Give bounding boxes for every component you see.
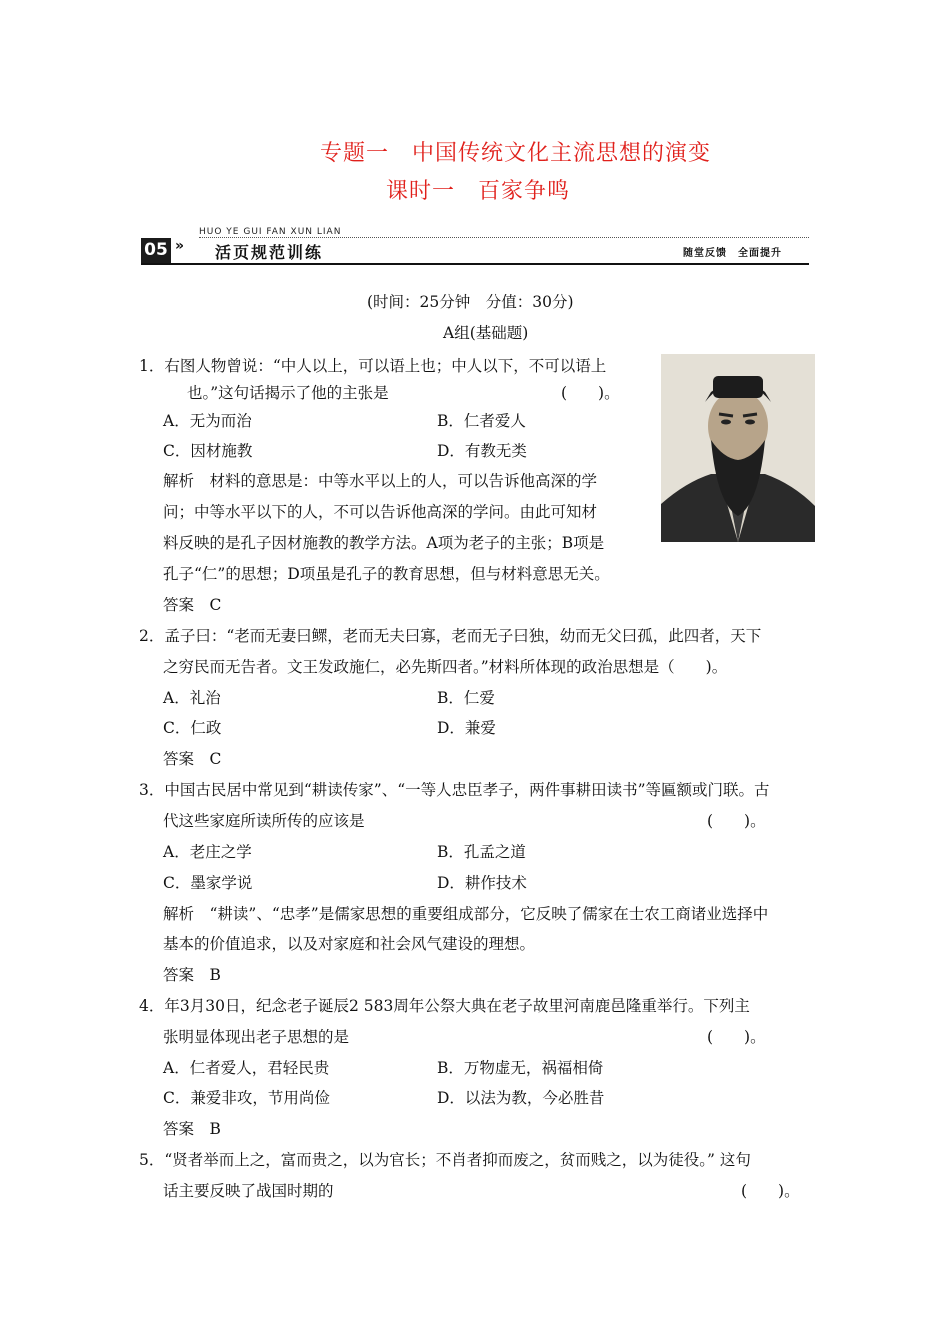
- banner-dotted-line: [199, 237, 809, 238]
- q3-stem-line2: 代这些家庭所读所传的应该是: [163, 812, 365, 830]
- q4-option-a: A．仁者爱人，君轻民贵: [163, 1059, 330, 1077]
- q5-answer-blank: ( )。: [741, 1182, 800, 1200]
- q1-answer-blank: ( )。: [561, 384, 620, 402]
- q3-answer: 答案 B: [163, 966, 221, 984]
- q1-option-a: A．无为而治: [163, 412, 252, 430]
- page-subtitle: 课时一 百家争鸣: [386, 179, 571, 204]
- q4-option-b: B．万物虚无，祸福相倚: [437, 1059, 604, 1077]
- q1-answer: 答案 C: [163, 596, 222, 614]
- q1-explanation-line3: 料反映的是孔子因材施教的教学方法。A项为老子的主张；B项是: [163, 534, 605, 552]
- q5-stem-line2: 话主要反映了战国时期的: [163, 1182, 334, 1200]
- q1-explanation-line1: 解析 材料的意思是：中等水平以上的人，可以告诉他高深的学: [163, 472, 598, 490]
- banner-title: 活页规范训练: [215, 243, 324, 262]
- time-score-info: (时间：25分钟 分值：30分): [367, 293, 574, 311]
- q3-explanation-line2: 基本的价值追求，以及对家庭和社会风气建设的理想。: [163, 935, 536, 953]
- q2-option-b: B．仁爱: [437, 689, 495, 707]
- q1-stem-line1: 1．右图人物曾说：“中人以上，可以语上也；中人以下，不可以语上: [139, 357, 607, 375]
- q4-option-d: D．以法为教，今必胜昔: [437, 1089, 605, 1107]
- q2-stem-line2: 之穷民而无告者。文王发政施仁，必先斯四者。”材料所体现的政治思想是（ )。: [163, 658, 728, 676]
- q3-option-c: C．墨家学说: [163, 874, 253, 892]
- q4-stem-line1: 4．年3月30日，纪念老子诞辰2 583周年公祭大典在老子故里河南鹿邑隆重举行。下列主: [139, 997, 750, 1015]
- q5-stem-line1: 5．“贤者举而上之，富而贵之，以为官长；不肖者抑而废之，贫而贱之，以为徒役。” 这句: [139, 1151, 751, 1169]
- q1-stem-line2: 也。”这句话揭示了他的主张是: [187, 384, 389, 402]
- banner-pinyin: HUO YE GUI FAN XUN LIAN: [199, 227, 342, 237]
- confucius-portrait-image: [661, 354, 815, 542]
- q1-option-c: C．因材施教: [163, 442, 253, 460]
- q4-option-c: C．兼爱非攻，节用尚俭: [163, 1089, 330, 1107]
- q3-option-a: A．老庄之学: [163, 843, 252, 861]
- q4-answer-blank: ( )。: [707, 1028, 766, 1046]
- q3-option-b: B．孔孟之道: [437, 843, 526, 861]
- q3-option-d: D．耕作技术: [437, 874, 527, 892]
- q2-stem-line1: 2．孟子曰：“老而无妻曰鳏，老而无夫曰寡，老而无子曰独，幼而无父曰孤，此四者，天下: [139, 627, 762, 645]
- q2-answer: 答案 C: [163, 750, 222, 768]
- q1-explanation-line4: 孔子“仁”的思想；D项虽是孔子的教育思想，但与材料意思无关。: [163, 565, 610, 583]
- q2-option-d: D．兼爱: [437, 719, 496, 737]
- q4-stem-line2: 张明显体现出老子思想的是: [163, 1028, 350, 1046]
- q1-explanation-line2: 问；中等水平以下的人，不可以告诉他高深的学问。由此可知材: [163, 503, 598, 521]
- q2-option-a: A．礼治: [163, 689, 221, 707]
- group-heading: A组(基础题): [443, 324, 529, 342]
- banner-rule: [141, 263, 809, 265]
- q3-explanation-line1: 解析 “耕读”、“忠孝”是儒家思想的重要组成部分，它反映了儒家在士农工商诸业选择中: [163, 905, 769, 923]
- banner-slogan: 随堂反馈 全面提升: [683, 248, 782, 259]
- banner-arrow-icon: »: [175, 238, 185, 254]
- q4-answer: 答案 B: [163, 1120, 221, 1138]
- q1-option-d: D．有教无类: [437, 442, 527, 460]
- q1-option-b: B．仁者爱人: [437, 412, 526, 430]
- q3-stem-line1: 3．中国古民居中常见到“耕读传家”、“一等人忠臣孝子，两件事耕田读书”等匾额或门联。古: [139, 781, 770, 799]
- q2-option-c: C．仁政: [163, 719, 222, 737]
- page-title: 专题一 中国传统文化主流思想的演变: [320, 141, 712, 166]
- banner-number-badge: 05: [141, 238, 171, 263]
- q3-answer-blank: ( )。: [707, 812, 766, 830]
